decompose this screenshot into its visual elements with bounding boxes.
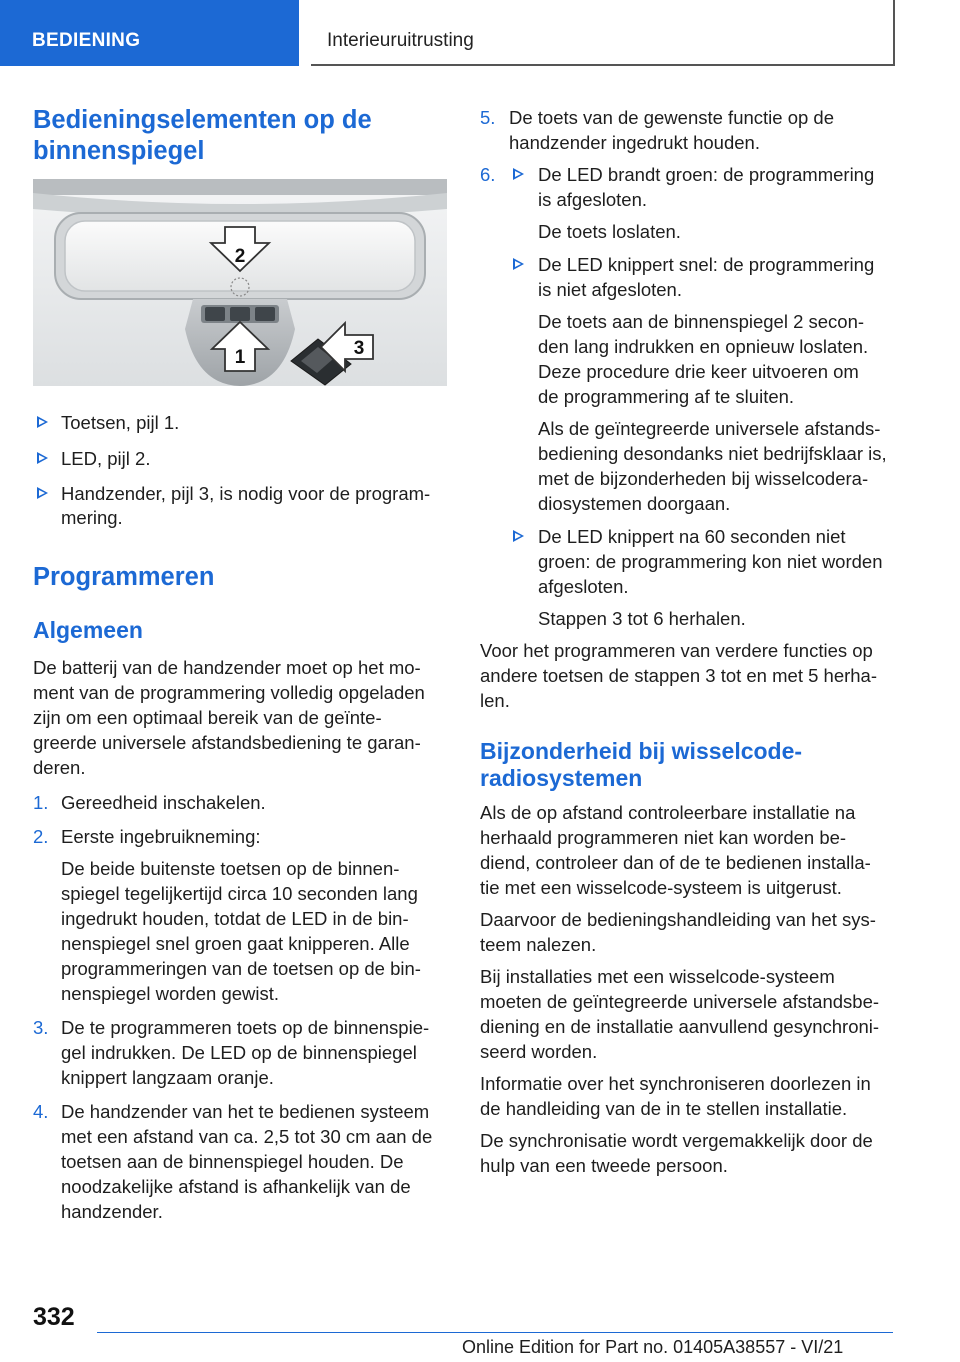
step-text: spiegel tegelijkertijd circa 10 seconden lang	[61, 883, 418, 904]
bullet-triangle-icon	[513, 258, 524, 270]
step-text: bediening desondanks niet bedrijfsklaar is,	[538, 443, 887, 464]
page-number: 332	[33, 1303, 75, 1331]
paragraph-line: De batterij van de handzender moet op het mo-	[33, 657, 421, 678]
edition-text: Online Edition for Part no. 01405A38557 - VI/21	[462, 1337, 844, 1357]
step-text: De handzender van het te bedienen systeem	[61, 1101, 430, 1122]
step-text: De toets aan de binnenspiegel 2 secon-	[538, 311, 865, 332]
step-text: met de bijzonderheden bij wisselcodera-	[538, 468, 869, 489]
step-text: Eerste ingebruikneming:	[61, 826, 261, 847]
step-text: De toets van de gewenste functie op de	[509, 107, 834, 128]
callout-2: 2	[234, 246, 246, 267]
step-text: diosystemen doorgaan.	[538, 493, 731, 514]
bullet-text: Toetsen, pijl 1.	[61, 412, 180, 433]
bullet-text: Handzender, pijl 3, is nodig voor de program-	[61, 483, 431, 504]
paragraph-line: diening en de installatie aanvullend gesynchroni-	[480, 1016, 880, 1037]
step-number: 5.	[480, 107, 496, 128]
paragraph-line: hulp van een tweede persoon.	[480, 1155, 728, 1176]
step-number: 3.	[33, 1017, 49, 1038]
paragraph-line: de handleiding van de in te stellen installatie.	[480, 1098, 848, 1119]
step-text: De LED knippert na 60 seconden niet	[538, 526, 846, 547]
paragraph-line: tie met een wisselcode-systeem is uitgerust.	[480, 877, 842, 898]
step-number: 6.	[480, 164, 496, 185]
paragraph-line: andere toetsen de stappen 3 tot en met 5 herha-	[480, 665, 878, 686]
section-heading-line2: binnenspiegel	[33, 137, 205, 165]
step-text: Deze procedure drie keer uitvoeren om	[538, 361, 859, 382]
section-heading: Bedieningselementen op de	[33, 106, 372, 134]
paragraph-line: Daarvoor de bedieningshandleiding van het sys-	[480, 909, 876, 930]
step-text: nenspiegel snel groen gaat knipperen. Alle	[61, 933, 410, 954]
step-number: 4.	[33, 1101, 49, 1122]
footer-divider	[97, 1332, 893, 1333]
paragraph-line: deren.	[33, 757, 86, 778]
paragraph-line: De synchronisatie wordt vergemakkelijk door de	[480, 1130, 873, 1151]
mirror-illustration	[33, 179, 447, 386]
paragraph-line: ment van de programmering volledig opgeladen	[33, 682, 425, 703]
section-title: BEDIENING	[32, 30, 141, 51]
paragraph-line: teem nalezen.	[480, 934, 597, 955]
step-text: is afgesloten.	[538, 189, 648, 210]
paragraph-line: Informatie over het synchroniseren doorlezen in	[480, 1073, 871, 1094]
paragraph-line: Bij installaties met een wisselcode-systeem	[480, 966, 835, 987]
bijzonderheid-heading: Bijzonderheid bij wisselcode-	[480, 738, 803, 764]
callout-1: 1	[234, 347, 246, 368]
paragraph-line: Voor het programmeren van verdere functies op	[480, 640, 873, 661]
step-text: nenspiegel worden gewist.	[61, 983, 280, 1004]
step-number: 2.	[33, 826, 49, 847]
callout-3: 3	[353, 338, 365, 359]
step-text: Stappen 3 tot 6 herhalen.	[538, 608, 746, 629]
bullet-triangle-icon	[37, 452, 48, 464]
step-text: programmeringen van de toetsen op de bin-	[61, 958, 421, 979]
paragraph-line: diend, controleer dan of de te bedienen installa-	[480, 852, 871, 873]
step-text: De toets loslaten.	[538, 221, 681, 242]
paragraph-line: seerd worden.	[480, 1041, 598, 1062]
step-text: noodzakelijke afstand is afhankelijk van de	[61, 1176, 411, 1197]
step-text: de programmering af te sluiten.	[538, 386, 795, 407]
step-number: 1.	[33, 792, 49, 813]
step-text: afgesloten.	[538, 576, 629, 597]
step-text: De te programmeren toets op de binnenspie-	[61, 1017, 430, 1038]
algemeen-heading: Algemeen	[33, 617, 143, 643]
bullet-triangle-icon	[513, 168, 524, 180]
step-text: De LED brandt groen: de programmering	[538, 164, 875, 185]
step-text: met een afstand van ca. 2,5 tot 30 cm aan de	[61, 1126, 433, 1147]
programmeren-heading: Programmeren	[33, 563, 215, 591]
bullet-triangle-icon	[37, 416, 48, 428]
paragraph-line: moeten de geïntegreerde universele afstandsbe-	[480, 991, 880, 1012]
bullet-text: LED, pijl 2.	[61, 448, 151, 469]
step-text: is niet afgesloten.	[538, 279, 682, 300]
step-text: toetsen aan de binnenspiegel houden. De	[61, 1151, 404, 1172]
paragraph-line: zijn om een optimaal bereik van de geïnte-	[33, 707, 382, 728]
mirror-figure	[33, 179, 447, 386]
paragraph-line: len.	[480, 690, 510, 711]
bijzonderheid-heading-line2: radiosystemen	[480, 765, 643, 791]
paragraph-line: Als de op afstand controleerbare installatie na	[480, 802, 856, 823]
bullet-triangle-icon	[37, 487, 48, 499]
bullet-triangle-icon	[513, 530, 524, 542]
step-text: knippert langzaam oranje.	[61, 1067, 274, 1088]
section-tab	[0, 0, 299, 66]
step-text: Gereedheid inschakelen.	[61, 792, 266, 813]
bullet-text: mering.	[61, 507, 123, 528]
step-text: groen: de programmering kon niet worden	[538, 551, 883, 572]
paragraph-line: herhaald programmeren niet kan worden be-	[480, 827, 847, 848]
step-text: handzender.	[61, 1201, 163, 1222]
paragraph-line: greerde universele afstandsbediening te garan-	[33, 732, 421, 753]
chapter-tab	[311, 0, 895, 66]
step-text: gel indrukken. De LED op de binnenspiegel	[61, 1042, 417, 1063]
step-text: ingedrukt houden, totdat de LED in de bin-	[61, 908, 409, 929]
step-text: handzender ingedrukt houden.	[509, 132, 760, 153]
step-text: De LED knippert snel: de programmering	[538, 254, 875, 275]
step-text: De beide buitenste toetsen op de binnen-	[61, 858, 400, 879]
chapter-title: Interieuruitrusting	[327, 30, 474, 51]
step-text: den lang indrukken en opnieuw loslaten.	[538, 336, 869, 357]
step-text: Als de geïntegreerde universele afstands-	[538, 418, 881, 439]
